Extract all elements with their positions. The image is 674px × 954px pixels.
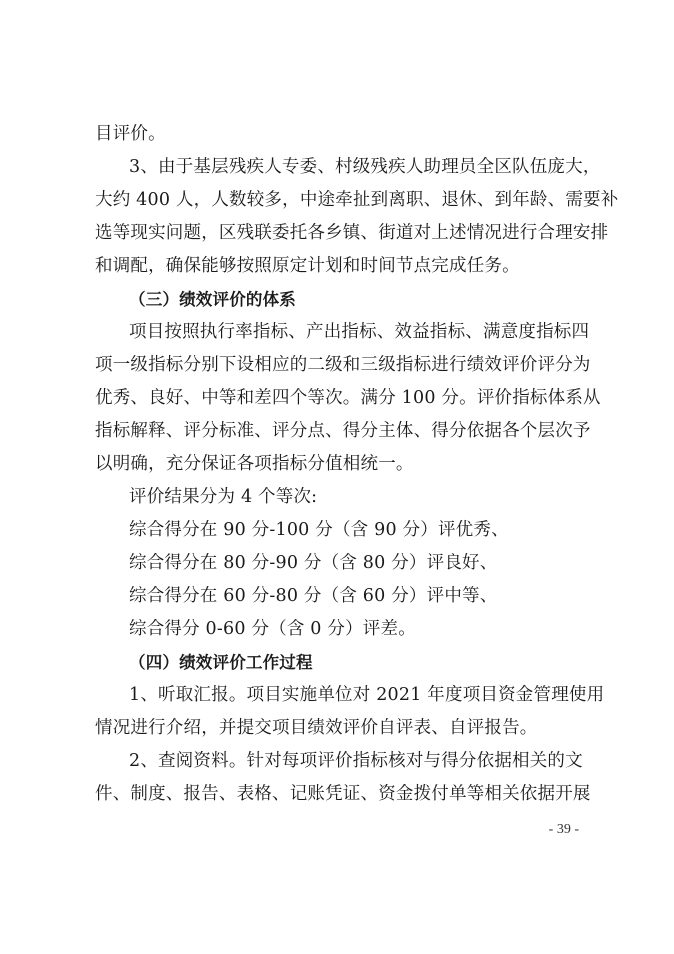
paragraph-line: 2、查阅资料。针对每项评价指标核对与得分依据相关的文 [129, 751, 583, 771]
paragraph-line: 1、听取汇报。项目实施单位对 2021 年度项目资金管理使用 [129, 685, 605, 705]
paragraph-line: 3、由于基层残疾人专委、村级残疾人助理员全区队伍庞大， [129, 157, 601, 177]
section-heading: （四）绩效评价工作过程 [129, 653, 313, 672]
paragraph-line: 指标解释、评分标准、评分点、得分主体、得分依据各个层次予 [95, 421, 591, 441]
paragraph-line: 目评价。 [95, 124, 166, 144]
list-item: 综合得分在 90 分-100 分（含 90 分）评优秀、 [129, 520, 509, 540]
paragraph-line: 情况进行介绍，并提交项目绩效评价自评表、自评报告。 [95, 718, 538, 738]
paragraph-line: 评价结果分为 4 个等次: [129, 487, 318, 507]
paragraph-line: 大约 400 人，人数较多，中途牵扯到离职、退休、到年龄、需要补 [95, 190, 619, 210]
list-item: 综合得分 0-60 分（含 0 分）评差。 [129, 619, 416, 639]
paragraph-line: 和调配，确保能够按照原定计划和时间节点完成任务。 [95, 256, 520, 276]
section-heading: （三）绩效评价的体系 [129, 290, 296, 309]
page-number: - 39 - [548, 822, 579, 837]
paragraph-line: 选等现实问题，区残联委托各乡镇、街道对上述情况进行合理安排 [95, 223, 609, 243]
paragraph-line: 优秀、良好、中等和差四个等次。满分 100 分。评价指标体系从 [95, 388, 601, 408]
paragraph-line: 件、制度、报告、表格、记账凭证、资金拨付单等相关依据开展 [95, 784, 591, 804]
list-item: 综合得分在 80 分-90 分（含 80 分）评良好、 [129, 553, 498, 573]
paragraph-line: 项一级指标分别下设相应的二级和三级指标进行绩效评价评分为 [95, 355, 591, 375]
paragraph-line: 项目按照执行率指标、产出指标、效益指标、满意度指标四 [129, 322, 590, 342]
list-item: 综合得分在 60 分-80 分（含 60 分）评中等、 [129, 586, 498, 606]
paragraph-line: 以明确，充分保证各项指标分值相统一。 [95, 454, 414, 474]
body-text [95, 118, 619, 811]
